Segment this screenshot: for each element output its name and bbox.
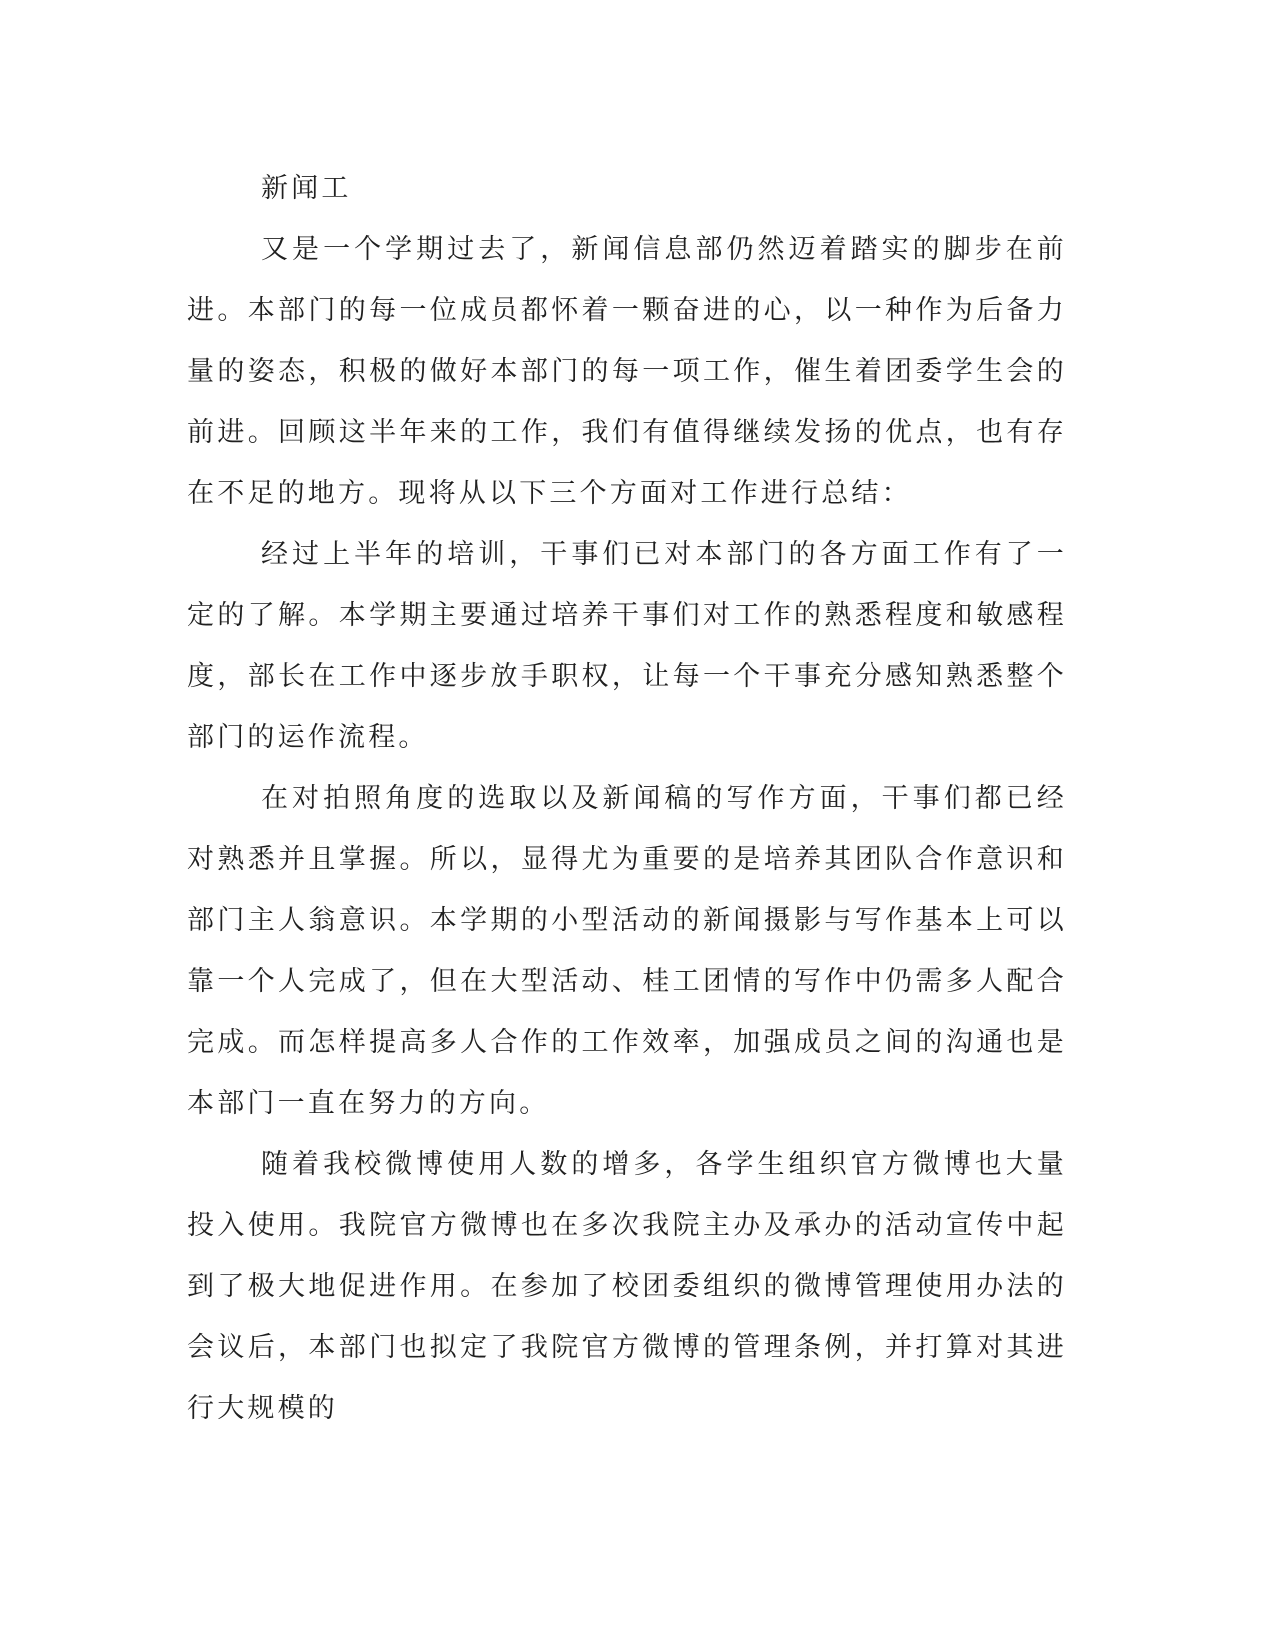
paragraph-1: 又是一个学期过去了，新闻信息部仍然迈着踏实的脚步在前进。本部门的每一位成员都怀着一颗奋进的心，以一种作为后备力量的姿态，积极的做好本部门的每一项工作，催生着团委学生会的前进。回顾这半年来的工作，我们有值得继续发扬的优点，也有存在不足的地方。现将从以下三个方面对工作进行总结： <box>187 234 1067 509</box>
paragraph-3: 在对拍照角度的选取以及新闻稿的写作方面，干事们都已经对熟悉并且掌握。所以，显得尤为重要的是培养其团队合作意识和部门主人翁意识。本学期的小型活动的新闻摄影与写作基本上可以靠一个人完成了，但在大型活动、桂工团情的写作中仍需多人配合完成。而怎样提高多人合作的工作效率，加强成员之间的沟通也是本部门一直在努力的方向。 <box>187 783 1067 1119</box>
paragraph-4: 随着我校微博使用人数的增多，各学生组织官方微博也大量投入使用。我院官方微博也在多次我院主办及承办的活动宣传中起到了极大地促进作用。在参加了校团委组织的微博管理使用办法的会议后，本部门也拟定了我院官方微博的管理条例，并打算对其进行大规模的 <box>187 1149 1067 1424</box>
document-body <box>187 158 1067 1439</box>
paragraph-2: 经过上半年的培训，干事们已对本部门的各方面工作有了一定的了解。本学期主要通过培养干事们对工作的熟悉程度和敏感程度，部长在工作中逐步放手职权，让每一个干事充分感知熟悉整个部门的运作流程。 <box>187 539 1067 753</box>
document-title: 新闻工 <box>261 173 352 204</box>
